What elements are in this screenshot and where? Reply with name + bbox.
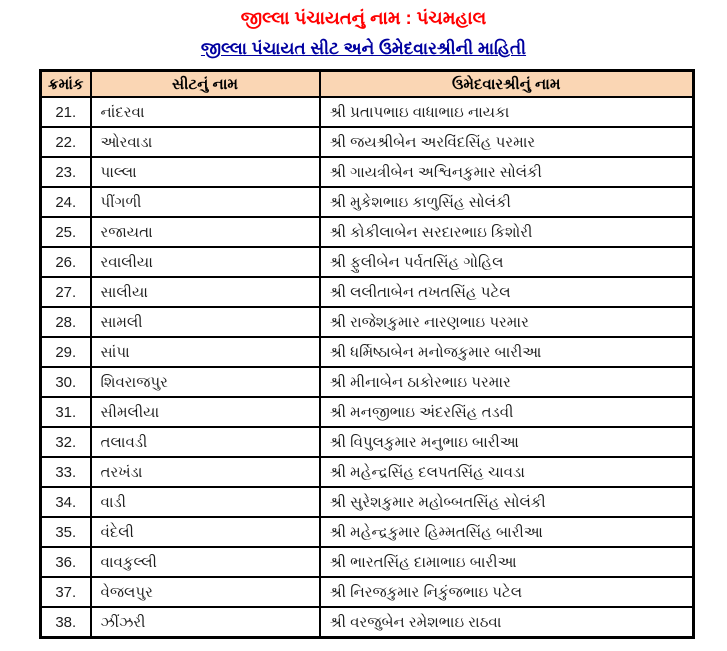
seat-name-cell: વેજલપુર bbox=[91, 577, 320, 607]
table-row bbox=[41, 97, 694, 127]
row-number-cell: 38. bbox=[41, 607, 91, 638]
seat-name-cell: ઝીંઝરી bbox=[91, 607, 320, 638]
row-number-cell: 30. bbox=[41, 367, 91, 397]
seat-name-cell: નાંદરવા bbox=[91, 97, 320, 127]
candidate-name-cell: શ્રી મનજીભાઇ અંદરસિંહ તડવી bbox=[320, 397, 694, 427]
seat-name-cell: શિવરાજપુર bbox=[91, 367, 320, 397]
seat-name-cell: સાંપા bbox=[91, 337, 320, 367]
table-row bbox=[41, 607, 694, 638]
column-header-candidate-name: ઉમેદવારશ્રીનું નામ bbox=[320, 71, 694, 98]
seat-name-cell: સામલી bbox=[91, 307, 320, 337]
seat-name-cell: ઓરવાડા bbox=[91, 127, 320, 157]
table-row bbox=[41, 157, 694, 187]
row-number-cell: 35. bbox=[41, 517, 91, 547]
candidate-name-cell: શ્રી ફુલીબેન પર્વતસિંહ ગોહિલ bbox=[320, 247, 694, 277]
page-subtitle: જીલ્લા પંચાયત સીટ અને ઉમેદવારશ્રીની માહિતી bbox=[200, 39, 527, 58]
seat-name-cell: પીંગળી bbox=[91, 187, 320, 217]
row-number-cell: 36. bbox=[41, 547, 91, 577]
candidate-name-cell: શ્રી નિરજકુમાર નિકુંજભાઇ પટેલ bbox=[320, 577, 694, 607]
table-body bbox=[41, 97, 694, 638]
candidate-name-cell: શ્રી લલીતાબેન તખતસિંહ પટેલ bbox=[320, 277, 694, 307]
row-number-cell: 23. bbox=[41, 157, 91, 187]
table-row bbox=[41, 367, 694, 397]
candidate-name-cell: શ્રી ધર્મિષ્ઠાબેન મનોજકુમાર બારીઆ bbox=[320, 337, 694, 367]
seat-name-cell: વંદેલી bbox=[91, 517, 320, 547]
candidate-name-cell: શ્રી ગાયત્રીબેન અશ્વિનકુમાર સોલંકી bbox=[320, 157, 694, 187]
table-row bbox=[41, 487, 694, 517]
candidate-name-cell: શ્રી ભારતસિંહ દામાભાઇ બારીઆ bbox=[320, 547, 694, 577]
table-header-row bbox=[41, 71, 694, 98]
row-number-cell: 21. bbox=[41, 97, 91, 127]
table-row bbox=[41, 457, 694, 487]
column-header-seat-name: સીટનું નામ bbox=[91, 71, 320, 98]
seat-name-cell: સાલીયા bbox=[91, 277, 320, 307]
candidate-name-cell: શ્રી જયશ્રીબેન અરવિંદસિંહ પરમાર bbox=[320, 127, 694, 157]
row-number-cell: 34. bbox=[41, 487, 91, 517]
row-number-cell: 31. bbox=[41, 397, 91, 427]
candidate-name-cell: શ્રી મીનાબેન ઠાકોરભાઇ પરમાર bbox=[320, 367, 694, 397]
row-number-cell: 28. bbox=[41, 307, 91, 337]
seat-name-cell: રજાયતા bbox=[91, 217, 320, 247]
candidate-name-cell: શ્રી કોકીલાબેન સરદારભાઇ કિશોરી bbox=[320, 217, 694, 247]
table-row bbox=[41, 277, 694, 307]
seat-name-cell: સીમલીયા bbox=[91, 397, 320, 427]
row-number-cell: 37. bbox=[41, 577, 91, 607]
table-row bbox=[41, 247, 694, 277]
row-number-cell: 29. bbox=[41, 337, 91, 367]
table-row bbox=[41, 397, 694, 427]
table-row bbox=[41, 187, 694, 217]
candidate-name-cell: શ્રી સુરેશકુમાર મહોબ્બતસિંહ સોલંકી bbox=[320, 487, 694, 517]
candidate-name-cell: શ્રી વરજુબેન રમેશભાઇ રાઠવા bbox=[320, 607, 694, 638]
column-header-serial: ક્રમાંક bbox=[41, 71, 91, 98]
candidate-name-cell: શ્રી મહેન્દ્રસિંહ દલપતસિંહ ચાવડા bbox=[320, 457, 694, 487]
candidate-name-cell: શ્રી વિપુલકુમાર મનુભાઇ બારીઆ bbox=[320, 427, 694, 457]
seat-name-cell: વાડી bbox=[91, 487, 320, 517]
row-number-cell: 33. bbox=[41, 457, 91, 487]
seat-name-cell: તરખંડા bbox=[91, 457, 320, 487]
row-number-cell: 27. bbox=[41, 277, 91, 307]
table-row bbox=[41, 127, 694, 157]
row-number-cell: 32. bbox=[41, 427, 91, 457]
page-title: જીલ્લા પંચાયતનું નામ : પંચમહાલ bbox=[240, 8, 487, 28]
table-row bbox=[41, 427, 694, 457]
seat-name-cell: વાવકુલ્લી bbox=[91, 547, 320, 577]
table-row bbox=[41, 517, 694, 547]
candidate-name-cell: શ્રી મહેન્દ્રકુમાર હિમ્મતસિંહ બારીઆ bbox=[320, 517, 694, 547]
candidate-name-cell: શ્રી રાજેશકુમાર નારણભાઇ પરમાર bbox=[320, 307, 694, 337]
candidate-name-cell: શ્રી પ્રતાપભાઇ વાધાભાઇ નાયકા bbox=[320, 97, 694, 127]
row-number-cell: 24. bbox=[41, 187, 91, 217]
table-row bbox=[41, 307, 694, 337]
candidates-table bbox=[39, 69, 695, 639]
seat-name-cell: તલાવડી bbox=[91, 427, 320, 457]
table-row bbox=[41, 547, 694, 577]
table-row bbox=[41, 577, 694, 607]
row-number-cell: 22. bbox=[41, 127, 91, 157]
table-row bbox=[41, 337, 694, 367]
seat-name-cell: પાલ્લા bbox=[91, 157, 320, 187]
candidate-name-cell: શ્રી મુકેશભાઇ કાળુસિંહ સોલંકી bbox=[320, 187, 694, 217]
row-number-cell: 26. bbox=[41, 247, 91, 277]
seat-name-cell: રવાલીયા bbox=[91, 247, 320, 277]
row-number-cell: 25. bbox=[41, 217, 91, 247]
table-row bbox=[41, 217, 694, 247]
